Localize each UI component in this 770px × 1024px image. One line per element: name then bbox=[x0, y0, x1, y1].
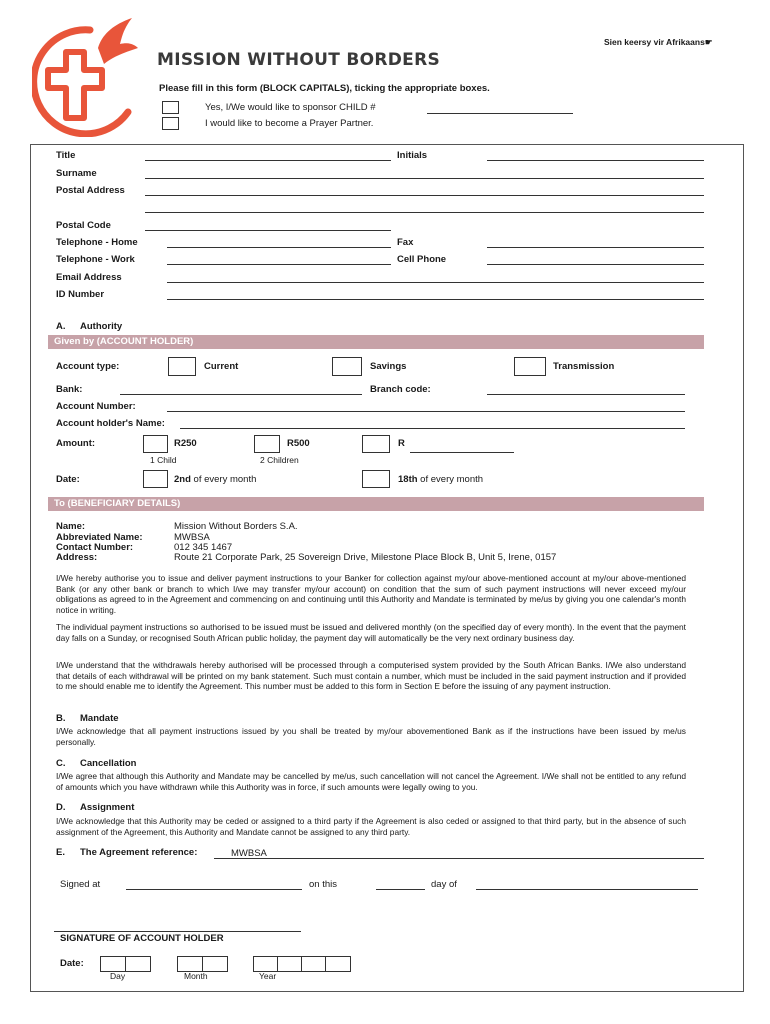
surname-field[interactable] bbox=[145, 178, 704, 179]
year-caption: Year bbox=[259, 971, 277, 981]
r-other-checkbox[interactable] bbox=[362, 435, 390, 453]
account-holder-label: Account holder's Name: bbox=[56, 418, 165, 429]
beneficiary-contact-value: 012 345 1467 bbox=[174, 542, 233, 553]
r250-checkbox[interactable] bbox=[143, 435, 168, 453]
r-other-label: R bbox=[398, 438, 405, 449]
tel-work-label: Telephone - Work bbox=[56, 254, 135, 265]
payment-day-paragraph: The individual payment instructions so authorised to be issued must be issued and delivered monthly (on the specified day of every month). In the event that the payment day falls on a Sunday, or recognised South African public holiday, the payment day will automatically be the very next ordinary business day. bbox=[56, 622, 686, 643]
sign-date-label: Date: bbox=[60, 958, 84, 969]
afrikaans-link[interactable] bbox=[604, 37, 712, 48]
savings-checkbox[interactable] bbox=[332, 357, 362, 376]
on-this-label: on this bbox=[309, 879, 337, 890]
bank-label: Bank: bbox=[56, 384, 83, 395]
signed-at-field[interactable] bbox=[126, 889, 302, 890]
title-field[interactable] bbox=[145, 160, 391, 161]
form-frame bbox=[30, 144, 744, 992]
r500-checkbox[interactable] bbox=[254, 435, 280, 453]
section-d-letter: D. bbox=[56, 802, 66, 813]
beneficiary-band: To (BENEFICIARY DETAILS) bbox=[48, 497, 704, 511]
transmission-label: Transmission bbox=[553, 361, 615, 372]
mission-logo-icon bbox=[32, 12, 142, 137]
authorisation-paragraph: I/We hereby authorise you to issue and deliver payment instructions to your Banker for collection against my/our above-mentioned account at my/our above-mentioned Bank (or any other bank or branch to which I/we may transfer my/our account) on condition that the sum of such payment instructions will never exceed my/our obligations as agreed to in the Agreement and commencing on and continuing until this Authority and Mandate is terminated by me/us by giving you one calendar's month notice in writing. bbox=[56, 573, 686, 615]
transmission-checkbox[interactable] bbox=[514, 357, 546, 376]
debit-date-label: Date: bbox=[56, 474, 80, 485]
day-of-label: day of bbox=[431, 879, 457, 890]
current-label: Current bbox=[204, 361, 239, 372]
sponsor-checkbox[interactable] bbox=[162, 101, 179, 114]
account-number-label: Account Number: bbox=[56, 401, 136, 412]
tel-work-field[interactable] bbox=[167, 264, 391, 265]
assignment-heading: Assignment bbox=[80, 802, 135, 813]
signature-label: SIGNATURE OF ACCOUNT HOLDER bbox=[60, 933, 224, 944]
afrikaans-link-label: Sien keersy vir Afrikaans bbox=[604, 37, 705, 47]
day-digit-2[interactable] bbox=[125, 956, 151, 972]
tel-home-field[interactable] bbox=[167, 247, 391, 248]
year-digit-2[interactable] bbox=[277, 956, 302, 972]
section-c-letter: C. bbox=[56, 758, 66, 769]
pointing-hand-icon: ☛ bbox=[704, 37, 713, 47]
org-title: MISSION WITHOUT BORDERS bbox=[157, 50, 441, 70]
sponsor-label: Yes, I/We would like to sponsor CHILD # bbox=[205, 102, 376, 113]
year-digit-3[interactable] bbox=[301, 956, 326, 972]
day-18-rest: of every month bbox=[417, 474, 484, 485]
year-digit-1[interactable] bbox=[253, 956, 278, 972]
postal-address-field-2[interactable] bbox=[145, 212, 704, 213]
surname-label: Surname bbox=[56, 168, 97, 179]
signature-field[interactable] bbox=[54, 931, 301, 932]
account-type-label: Account type: bbox=[56, 361, 120, 372]
two-children-caption: 2 Children bbox=[260, 455, 299, 465]
prayer-checkbox[interactable] bbox=[162, 117, 179, 130]
initials-label: Initials bbox=[397, 150, 428, 161]
mandate-heading: Mandate bbox=[80, 713, 119, 724]
fax-field[interactable] bbox=[487, 247, 704, 248]
email-field[interactable] bbox=[167, 282, 704, 283]
one-child-caption: 1 Child bbox=[150, 455, 177, 465]
fax-label: Fax bbox=[397, 237, 414, 248]
postal-address-label: Postal Address bbox=[56, 185, 125, 196]
cell-field[interactable] bbox=[487, 264, 704, 265]
withdrawal-paragraph: I/We understand that the withdrawals hereby authorised will be processed through a computerised system provided by the South African Banks. I/We also understand that details of each withdrawal will be printed on my bank statement. Such must contain a number, which must be included in the said payment instruction and if provided to me should enable me to identify the Agreement. This number must be added to this form in Section E before the issuing of any payment instruction. bbox=[56, 660, 686, 692]
month-name-field[interactable] bbox=[476, 889, 698, 890]
account-holder-band: Given by (ACCOUNT HOLDER) bbox=[48, 335, 704, 349]
postal-code-label: Postal Code bbox=[56, 220, 111, 231]
reference-heading: The Agreement reference: bbox=[80, 847, 198, 858]
section-b-letter: B. bbox=[56, 713, 66, 724]
month-caption: Month bbox=[184, 971, 208, 981]
month-digit-2[interactable] bbox=[202, 956, 228, 972]
form-instruction: Please fill in this form (BLOCK CAPITALS), ticking the appropriate boxes. bbox=[159, 83, 490, 94]
email-label: Email Address bbox=[56, 272, 122, 283]
account-holder-field[interactable] bbox=[180, 428, 685, 429]
id-number-label: ID Number bbox=[56, 289, 105, 300]
child-number-field[interactable] bbox=[427, 113, 573, 114]
signed-at-label: Signed at bbox=[60, 879, 101, 890]
beneficiary-address-label: Address: bbox=[56, 552, 98, 563]
id-number-field[interactable] bbox=[167, 299, 704, 300]
bank-field[interactable] bbox=[120, 394, 362, 395]
authority-heading: Authority bbox=[80, 321, 123, 332]
day-2-checkbox[interactable] bbox=[143, 470, 168, 488]
beneficiary-abbr-label: Abbreviated Name: bbox=[56, 532, 143, 543]
r250-label: R250 bbox=[174, 438, 197, 449]
cancellation-heading: Cancellation bbox=[80, 758, 137, 769]
title-label: Title bbox=[56, 150, 76, 161]
day-number-field[interactable] bbox=[376, 889, 425, 890]
day-18-checkbox[interactable] bbox=[362, 470, 390, 488]
beneficiary-name-value: Mission Without Borders S.A. bbox=[174, 521, 298, 532]
beneficiary-contact-label: Contact Number: bbox=[56, 542, 134, 553]
prayer-label: I would like to become a Prayer Partner. bbox=[205, 118, 374, 129]
day-digit-1[interactable] bbox=[100, 956, 126, 972]
day-2-bold: 2nd bbox=[174, 474, 191, 485]
beneficiary-name-label: Name: bbox=[56, 521, 86, 532]
current-checkbox[interactable] bbox=[168, 357, 196, 376]
initials-field[interactable] bbox=[487, 160, 704, 161]
cell-label: Cell Phone bbox=[397, 254, 447, 265]
day-2-rest: of every month bbox=[190, 474, 257, 485]
cancellation-text: I/We agree that although this Authority and Mandate may be cancelled by me/us, such cancellation will not cancel the Agreement. I/We shall not be entitled to any refund of amounts which you have withdrawn while this Authority was in force, if such amounts were legally owing to you. bbox=[56, 771, 686, 792]
postal-address-field-1[interactable] bbox=[145, 195, 704, 196]
r500-label: R500 bbox=[287, 438, 310, 449]
reference-field[interactable] bbox=[214, 858, 704, 859]
year-digit-4[interactable] bbox=[325, 956, 351, 972]
month-digit-1[interactable] bbox=[177, 956, 203, 972]
beneficiary-abbr-value: MWBSA bbox=[174, 532, 210, 543]
mandate-text: I/We acknowledge that all payment instructions issued by you shall be treated by my/our abovementioned Bank as if the instructions have been issued by me/us personally. bbox=[56, 726, 686, 747]
beneficiary-address-value: Route 21 Corporate Park, 25 Sovereign Drive, Milestone Place Block B, Unit 5, Irene, 0157 bbox=[174, 552, 557, 563]
tel-home-label: Telephone - Home bbox=[56, 237, 138, 248]
postal-code-field[interactable] bbox=[145, 230, 391, 231]
reference-value: MWBSA bbox=[231, 848, 267, 859]
account-number-field[interactable] bbox=[167, 411, 685, 412]
r-other-amount-field[interactable] bbox=[410, 452, 514, 453]
section-a-letter: A. bbox=[56, 321, 66, 332]
day-18-label bbox=[398, 474, 483, 485]
amount-label: Amount: bbox=[56, 438, 96, 449]
day-caption: Day bbox=[110, 971, 126, 981]
day-18-bold: 18th bbox=[398, 474, 418, 485]
savings-label: Savings bbox=[370, 361, 407, 372]
branch-code-label: Branch code: bbox=[370, 384, 431, 395]
assignment-text: I/We acknowledge that this Authority may be ceded or assigned to a third party if the Agreement is also ceded or assigned to that third party, but in the absence of such assignment of the Agreement, this Authority and Mandate cannot be assigned to any third party. bbox=[56, 816, 686, 837]
section-e-letter: E. bbox=[56, 847, 65, 858]
day-2-label bbox=[174, 474, 256, 485]
branch-code-field[interactable] bbox=[487, 394, 685, 395]
